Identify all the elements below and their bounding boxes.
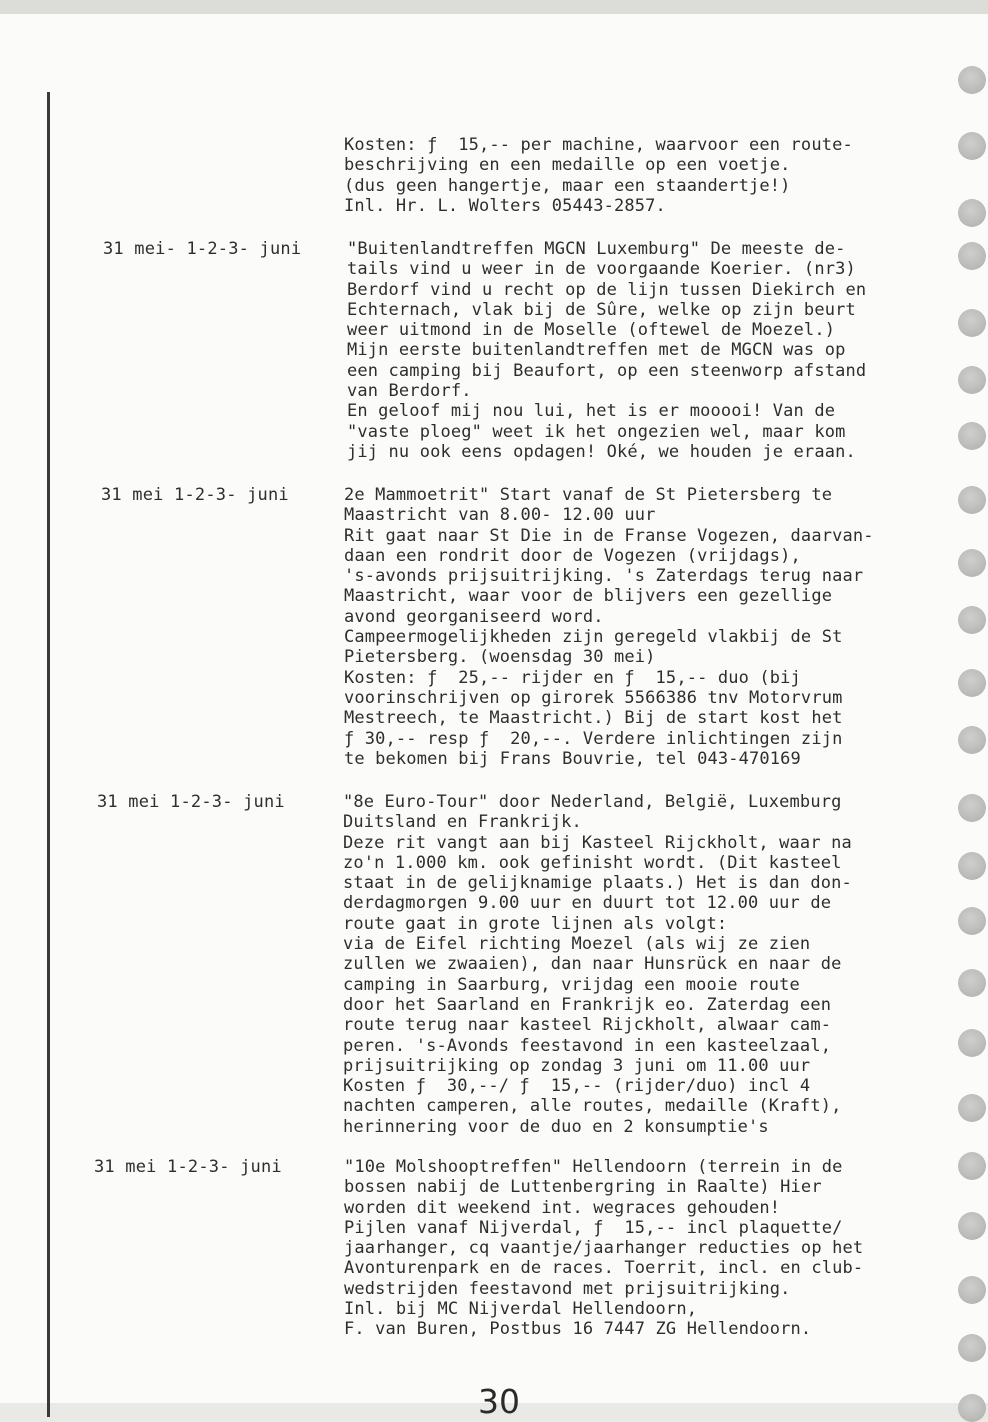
description-line: Inl. Hr. L. Wolters 05443-2857. bbox=[344, 195, 666, 216]
description-line: weer uitmond in de Moselle (oftewel de Moezel.) bbox=[347, 320, 836, 341]
description-line: worden dit weekend int. wegraces gehouden! bbox=[344, 1197, 781, 1218]
description-line: zo'n 1.000 km. ook gefinisht wordt. (Dit kasteel bbox=[343, 852, 842, 873]
description-line: Mijn eerste buitenlandtreffen met de MGCN was op bbox=[347, 340, 846, 361]
description-line: route gaat in grote lijnen als volgt: bbox=[343, 913, 728, 934]
description-line: Berdorf vind u recht op de lijn tussen Diekirch en bbox=[347, 279, 867, 300]
description-line: 's-avonds prijsuitrijking. 's Zaterdags terug naar bbox=[344, 566, 864, 587]
description-line: wedstrijden feestavond met prijsuitrijking. bbox=[344, 1278, 791, 1299]
description-line: jaarhanger, cq vaantje/jaarhanger reducties op het bbox=[344, 1238, 864, 1259]
description-line: een camping bij Beaufort, op een steenworp afstand bbox=[347, 360, 867, 381]
description-line: Maastricht van 8.00- 12.00 uur bbox=[344, 505, 656, 526]
description-line: Duitsland en Frankrijk. bbox=[343, 812, 582, 833]
description-line: Campeermogelijkheden zijn geregeld vlakbij de St bbox=[344, 627, 843, 648]
description-line: Kosten: ƒ 25,-- rijder en ƒ 15,-- duo (bij bbox=[344, 667, 801, 688]
description-line: voorinschrijven op girorek 5566386 tnv Motorvrum bbox=[344, 687, 843, 708]
description-line: peren. 's-Avonds feestavond in een kasteelzaal, bbox=[343, 1035, 832, 1056]
event-date: 31 mei- 1-2-3- juni bbox=[103, 239, 302, 259]
description-line: nachten camperen, alle routes, medaille (Kraft), bbox=[343, 1096, 842, 1117]
event-description bbox=[347, 239, 967, 462]
event-date: 31 mei 1-2-3- juni bbox=[101, 485, 289, 505]
description-line: Inl. bij MC Nijverdal Hellendoorn, bbox=[344, 1299, 698, 1320]
description-line: herinnering voor de duo en 2 konsumptie's bbox=[343, 1116, 769, 1137]
description-line: route terug naar kasteel Rijckholt, alwaar cam- bbox=[343, 1015, 832, 1036]
description-line: daan een rondrit door de Vogezen (vrijdags), bbox=[344, 545, 801, 566]
description-line: "vaste ploeg" weet ik het ongezien wel, maar kom bbox=[347, 421, 846, 442]
description-line: Pietersberg. (woensdag 30 mei) bbox=[344, 647, 656, 668]
description-line: "10e Molshooptreffen" Hellendoorn (terrein in de bbox=[344, 1157, 843, 1177]
event-description bbox=[344, 135, 964, 216]
description-line: Mestreech, te Maastricht.) Bij de start kost het bbox=[344, 708, 843, 729]
description-line: Rit gaat naar St Die in de Franse Vogezen, daarvan- bbox=[344, 525, 874, 546]
description-line: Avonturenpark en de races. Toerrit, incl. en club- bbox=[344, 1258, 864, 1279]
description-line: van Berdorf. bbox=[347, 381, 472, 402]
description-line: (dus geen hangertje, maar een staandertje!) bbox=[344, 175, 791, 196]
description-line: zullen we zwaaien), dan naar Hunsrück en naar de bbox=[343, 954, 842, 975]
event-date: 31 mei 1-2-3- juni bbox=[94, 1157, 282, 1177]
event-description bbox=[344, 1157, 964, 1340]
description-line: Maastricht, waar voor de blijvers een gezellige bbox=[344, 586, 833, 607]
description-line: ƒ 30,-- resp ƒ 20,--. Verdere inlichtingen zijn bbox=[344, 728, 843, 749]
description-line: "8e Euro-Tour" door Nederland, België, Luxemburg bbox=[343, 792, 842, 812]
description-line: "Buitenlandtreffen MGCN Luxemburg" De meeste de- bbox=[347, 239, 846, 259]
event-date: 31 mei 1-2-3- juni bbox=[97, 792, 285, 812]
description-line: beschrijving en een medaille op een voetje. bbox=[344, 155, 791, 176]
page-number: 30 bbox=[478, 1382, 520, 1421]
description-line: Kosten: ƒ 15,-- per machine, waarvoor een route- bbox=[344, 135, 853, 155]
binder-margin-line bbox=[47, 92, 50, 1417]
description-line: 2e Mammoetrit" Start vanaf de St Pietersberg te bbox=[344, 485, 833, 505]
description-line: Pijlen vanaf Nijverdal, ƒ 15,-- incl plaquette/ bbox=[344, 1217, 843, 1238]
description-line: camping in Saarburg, vrijdag een mooie route bbox=[343, 974, 800, 995]
description-line: En geloof mij nou lui, het is er mooooi! Van de bbox=[347, 401, 836, 422]
description-line: te bekomen bij Frans Bouvrie, tel 043-470169 bbox=[344, 748, 801, 769]
event-description bbox=[343, 792, 963, 1137]
punch-hole-icon bbox=[958, 1394, 986, 1422]
description-line: bossen nabij de Luttenbergring in Raalte) Hier bbox=[344, 1177, 822, 1198]
description-line: F. van Buren, Postbus 16 7447 ZG Hellendoorn. bbox=[344, 1319, 812, 1340]
punch-hole-icon bbox=[958, 66, 986, 94]
event-description bbox=[344, 485, 964, 769]
description-line: Kosten ƒ 30,--/ ƒ 15,-- (rijder/duo) incl 4 bbox=[343, 1076, 811, 1097]
description-line: Deze rit vangt aan bij Kasteel Rijckholt, waar na bbox=[343, 832, 852, 853]
description-line: jij nu ook eens opdagen! Oké, we houden je eraan. bbox=[347, 441, 856, 462]
description-line: tails vind u weer in de voorgaande Koerier. (nr3) bbox=[347, 259, 856, 280]
description-line: via de Eifel richting Moezel (als wij ze zien bbox=[343, 934, 811, 955]
description-line: Echternach, vlak bij de Sûre, welke op zijn beurt bbox=[347, 299, 856, 320]
description-line: derdagmorgen 9.00 uur en duurt tot 12.00 uur de bbox=[343, 893, 832, 914]
description-line: staat in de gelijknamige plaats.) Het is dan don- bbox=[343, 873, 852, 894]
description-line: prijsuitrijking op zondag 3 juni om 11.00 uur bbox=[343, 1055, 811, 1076]
description-line: avond georganiseerd word. bbox=[344, 606, 604, 627]
description-line: door het Saarland en Frankrijk eo. Zaterdag een bbox=[343, 994, 832, 1015]
